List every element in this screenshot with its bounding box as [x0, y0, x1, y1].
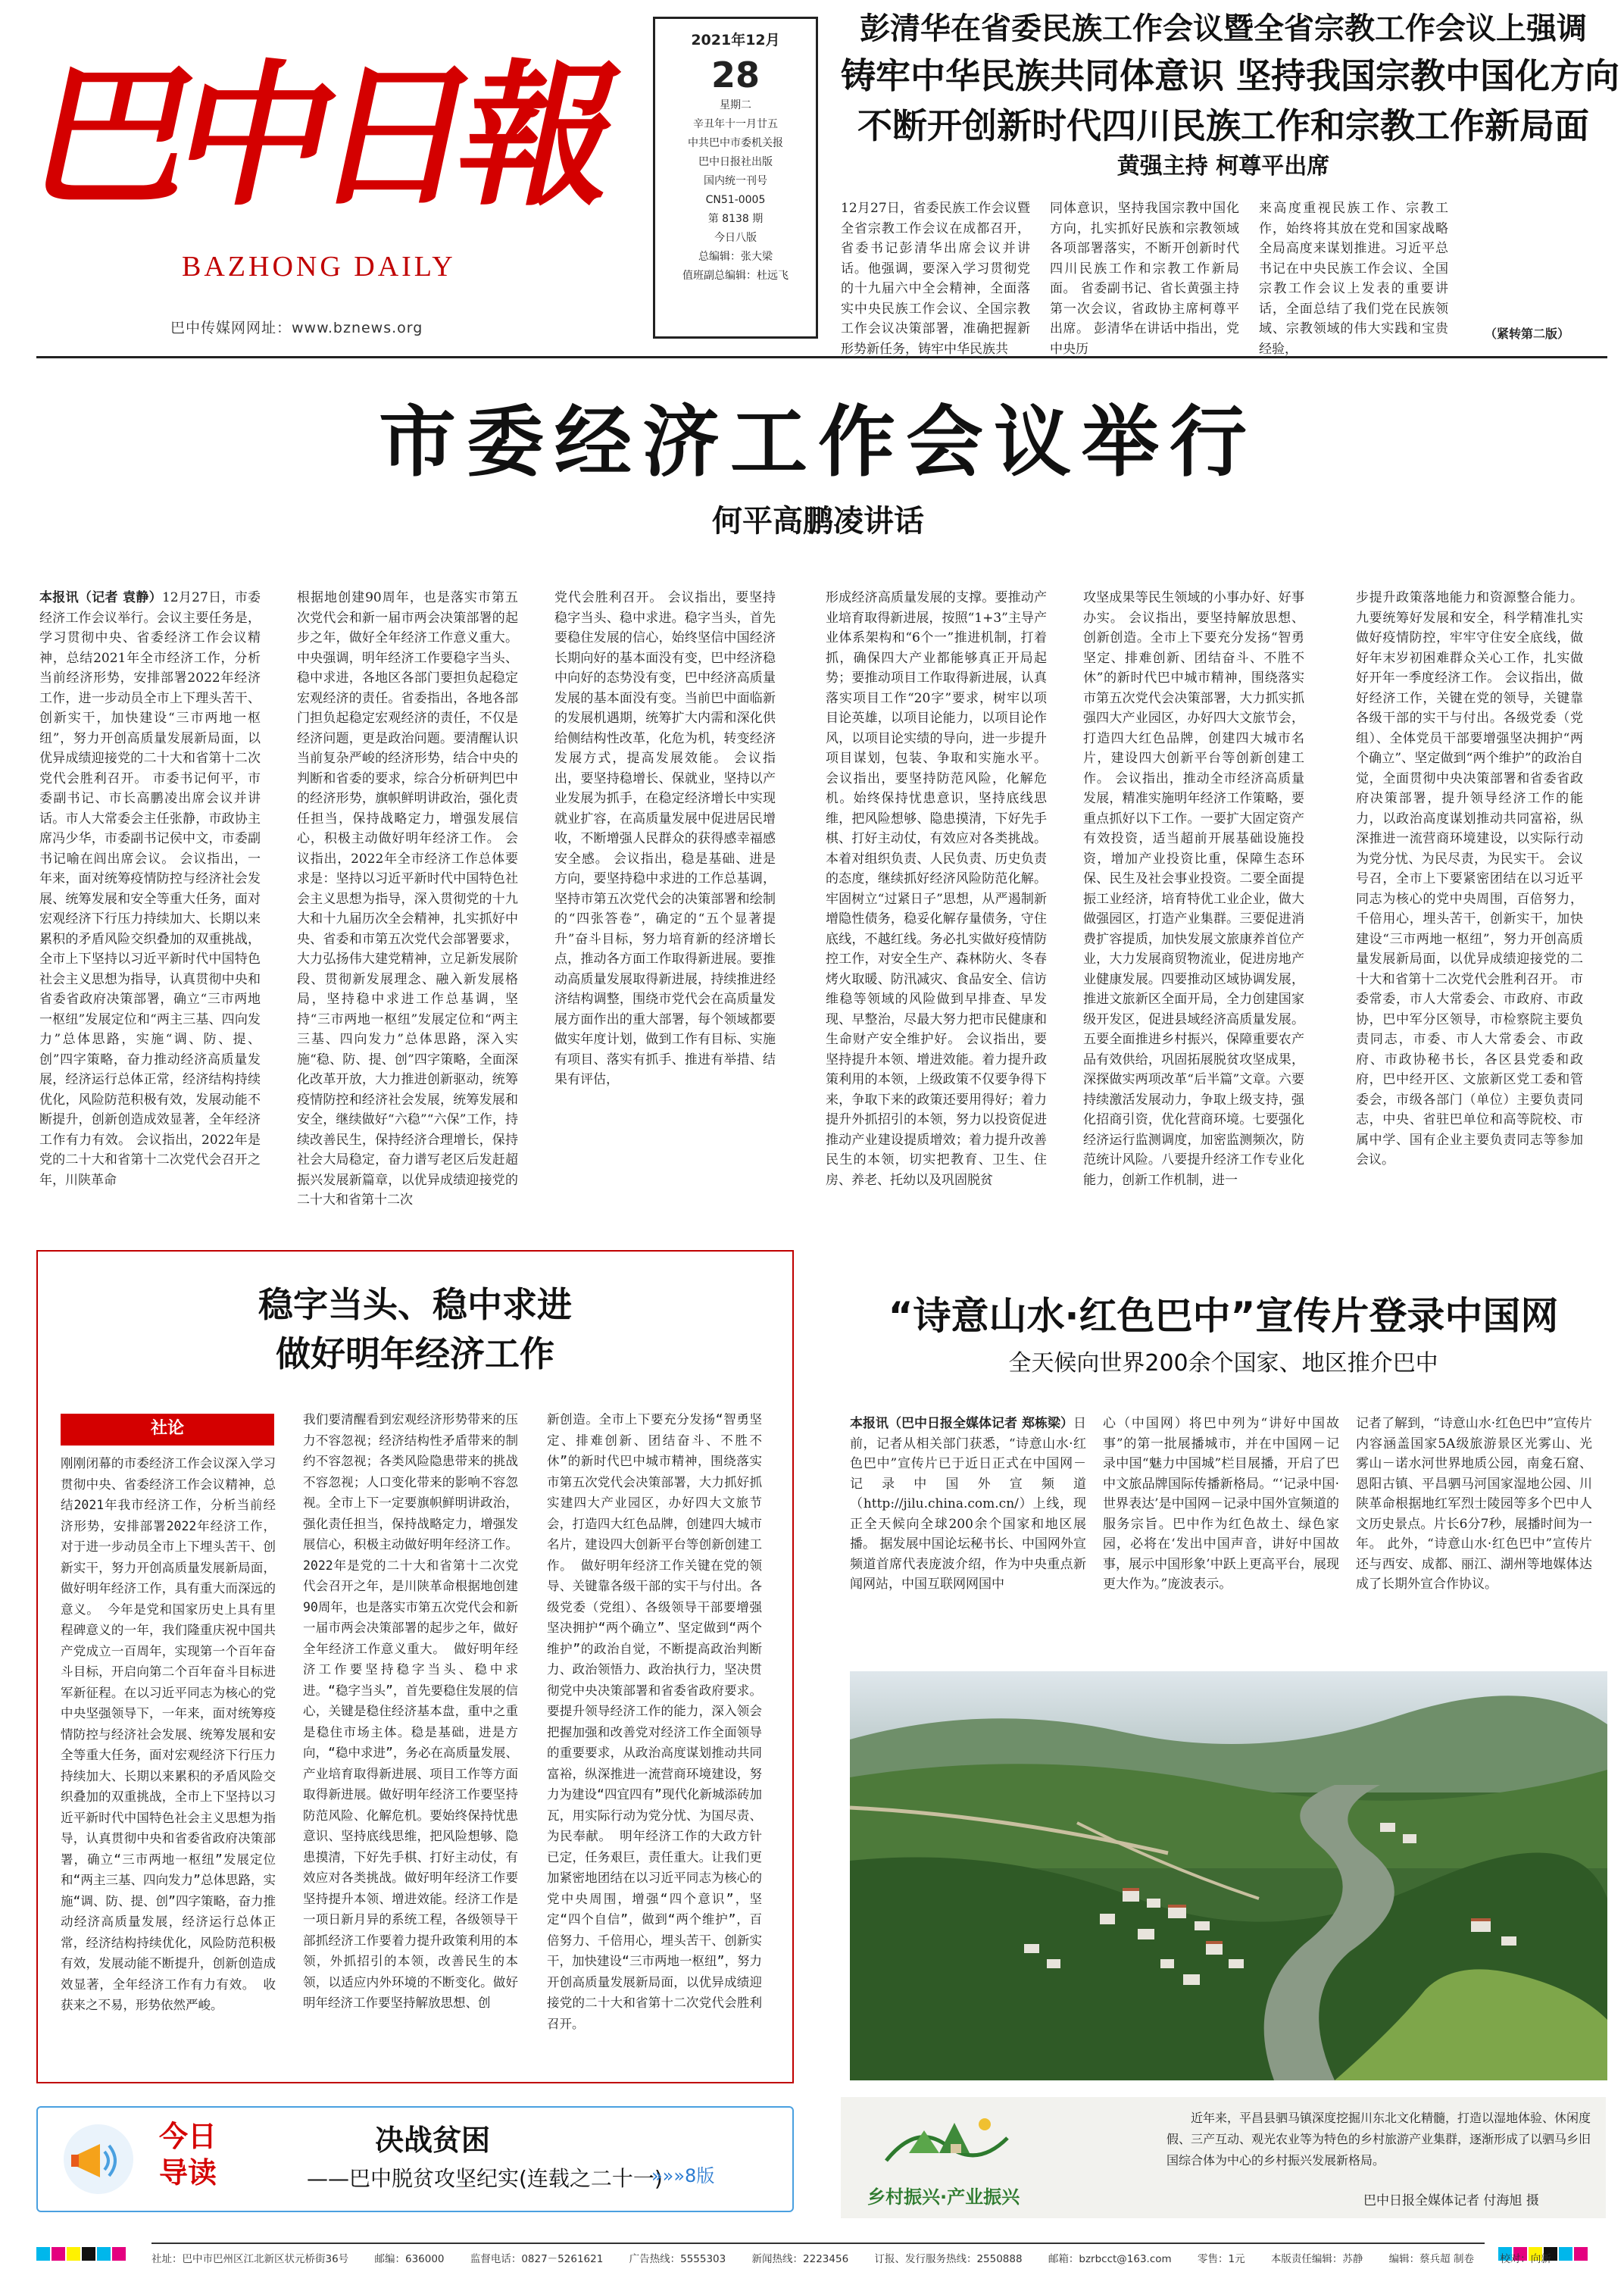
masthead-website: 巴中传媒网网址：www.bznews.org — [170, 320, 423, 336]
editorial-column-2: 我们要清醒看到宏观经济形势带来的压力不容忽视；经济结构性矛盾带来的制约不容忽视；各类风险隐患带来的挑战不容忽视；人口变化带来的影响不容忽视。全市上下一定要旗帜鲜明讲政治，强化责任担当，保持战略定力，增强发展信心，积极主动做好明年经济工作。 2022年是党的二十大和省第十二次党代会召开之年，是川陕革命根据地创建90周年，也是落实市第五次党代会和新一届市两会决策部署的起步之年，做好全年经济工作意义重大。 做好明年经济工作要坚持稳字当头、稳中求进。“稳字当头”，首先要稳住发展的信心，关键是稳住经济基本盘，重中之重是稳住市场主体。稳是基础，进是方向，“稳中求进”，务必在高质量发展、产业培育取得新进展、项目工作等方面取得新进展。做好明年经济工作要坚持防范风险、化解危机。要始终保持忧患意识、坚持底线思维，把风险想够、隐患摸清，下好先手棋、打好主动仗，有效应对各类挑战。做好明年经济工作要坚持提升本领、增进效能。经济工作是一项日新月异的系统工程，各级领导干部抓经济工作要着力提升政策利用的本领，外抓招引的本领，改善民生的本领，以适应内外环境的不断变化。做好明年经济工作要坚持解放思想、创 — [303, 1412, 518, 2010]
main-column-1 — [39, 588, 261, 1209]
footer-postcode: 邮编：636000 — [374, 2253, 445, 2265]
footer-ad-phone: 广告热线：5555303 — [629, 2253, 726, 2265]
feature-column-3: 记者了解到，“诗意山水·红色巴中”宣传片内容涵盖国家5A级旅游景区光雾山、光雾山－诺水河世界地质公园，南龛石窟、恩阳古镇、平昌驷马河国家湿地公园、川陕革命根据地红军烈士陵园等多个巴中人文历史景点。片长6分7秒，展播时间为一年。 此外，“诗意山水·红色巴中”宣传片还与西安、成都、丽江、湖州等地媒体达成了长期外宣合作协议。 — [1356, 1416, 1592, 1592]
lead-column-1: 12月27日，省委民族工作会议暨全省宗教工作会议在成都召开，省委书记彭清华出席会议并讲话。他强调，要深入学习贯彻党的十九届六中全会精神，全面落实中央民族工作会议、全国宗教工作会议决策部署，准确把握新形势新任务，铸牢中华民族共 — [841, 201, 1030, 357]
aerial-village-photo-art — [850, 1671, 1607, 2080]
issue-lunar-date: 辛丑年十一月廿五 — [693, 118, 778, 130]
feature-column-2: 心（中国网）将巴中列为“讲好中国故事”的第一批展播城市，并在中国网－记录中国“魅力中国城”栏目展播，开启了巴中文旅品牌国际传播新格局。“‘记录中国·世界表达’是中国网－记录中国外宣频道的服务宗旨。巴中作为红色故土、绿色家园，必将在‘发出中国声音，讲好中国故事，展示中国形象’中跃上更高平台，展现更大作为。”庞波表示。 — [1103, 1416, 1339, 1592]
photo-credit: 巴中日报全媒体记者 付海旭 摄 — [1363, 2193, 1539, 2208]
main-column-3: 党代会胜利召开。 会议指出，要坚持稳字当头、稳中求进。稳字当头，首先要稳住发展的信心，始终坚信中国经济长期向好的基本面没有变，巴中经济稳中向好的态势没有变，巴中经济高质量发展的基本面没有变。当前巴中面临新的发展机遇期，统筹扩大内需和深化供给侧结构性改革，化危为机，转变经济发展方式，提高发展效能。 会议指出，要坚持稳增长、保就业，坚持以产业发展为抓手，在稳定经济增长中实现就业扩容，在高质量发展中促进居民增收，不断增强人民群众的获得感幸福感安全感。 会议指出，稳是基础、进是方向，要坚持稳中求进的工作总基调，坚持市第五次党代会的决策部署和绘制的“四张答卷”，确定的“五个显著提升”奋斗目标，努力培育新的经济增长点，推动各方面工作取得新进展。要推动高质量发展取得新进展，持续推进经济结构调整，围绕市党代会在高质量发展方面作出的重大部署，每个领域都要做实年度计划，做到工作有目标、实施有项目、落实有抓手、推进有举措、结果有评估， — [554, 590, 776, 1087]
main-column-4: 形成经济高质量发展的支撑。要推动产业培育取得新进展，按照“1+3”主导产业体系架构和“6个一”推进机制，打着抓，确保四大产业都能够真正开局起势；要推动项目工作取得新进展，认真落实项目工作“20字”要求，树牢以项目论英雄，以项目论能力，以项目论作风，以项目论实绩的导向，进一步提升项目谋划，包装、争取和实施水平。 会议指出，要坚持防范风险，化解危机。始终保持忧患意识，坚持底线思维，把风险想够、隐患摸清，下好先手棋、打好主动仗，有效应对各类挑战。本着对组织负责、人民负责、历史负责的态度，继续抓好经济风险防范化解。牢固树立“过紧日子”思想，从严遏制新增隐性债务，稳妥化解存量债务，守住底线，不越红线。务必扎实做好疫情防控工作，对安全生产、森林防火、冬春烤火取暖、防汛减灾、食品安全、信访维稳等领域的风险做到早排查、早发现、早整治，尽最大努力把市民健康和生命财产安全维护好。 会议指出，要坚持提升本领、增进效能。着力提升政策利用的本领，上级政策不仅要争得下来，争取下来的政策还要用得好；着力提升外抓招引的本领，努力以投资促进推动产业建设提质增效；着力提升改善民生的本领，切实把教育、卫生、住房、养老、托幼以及巩固脱贫 — [826, 590, 1047, 1188]
megaphone-icon — [61, 2121, 136, 2197]
lead-continued-note: （紧转第二版） — [1485, 327, 1570, 341]
feature-column-1 — [850, 1414, 1086, 1641]
masthead-english-name: BAZHONG DAILY — [182, 251, 456, 283]
footer-address: 社址：巴中市巴州区江北新区状元桥街36号 — [151, 2253, 349, 2265]
lead-byline: 黄强主持 柯尊平出席 — [1116, 153, 1330, 180]
main-column-5: 攻坚成果等民生领域的小事办好、好事办实。 会议指出，要坚持解放思想、创新创造。全市上下要充分发扬“智勇坚定、排难创新、团结奋斗、不胜不休”的新时代巴中城市精神，围绕落实市第五次党代会决策部署，大力抓实抓强四大产业园区，办好四大文旅节会，打造四大红色品牌，创建四大城市名片，建设四大创新平台等创新创建工作。 会议指出，推动全市经济高质量发展，精准实施明年经济工作策略，要重点抓好以下工作。一要扩大固定资产有效投资，适当超前开展基础设施投资，增加产业投资比重，保障生态环保、民生及社会事业投资。二要全面提振工业经济，培育特优工业企业，做大做强园区，打造产业集群。三要促进消费扩容提质，加快发展文旅康养首位产业，大力发展商贸物流业，促进房地产业健康发展。四要推动区域协调发展，推进文旅新区全面开局，全力创建国家级开发区，促进县域经济高质量发展。五要全面推进乡村振兴，保障重要农产品有效供给，巩固拓展脱贫攻坚成果，深探做实两项改革“后半篇”文章。六要持续激活发展动力，争取上级支持，强化招商引资，优化营商环境。七要强化经济运行监测调度，加密监测频次，防范统计风险。八要提升经济工作专业化能力，创新工作机制，进一 — [1083, 590, 1304, 1188]
main-column-6: 步提升政策落地能力和资源整合能力。九要统筹好发展和安全，科学精准扎实做好疫情防控，牢牢守住安全底线，做好年末岁初困难群众关心工作，扎实做好开年一季度经济工作。 会议指出，做好经济工作，关键在党的领导，关键靠各级干部的实干与付出。各级党委（党组）、全体党员干部要增强坚决拥护“两个确立”、坚定做到“两个维护”的政治自觉，全面贯彻中央决策部署和省委省政府决策部署，提升领导经济工作的能力，以政治高度谋划推动共同富裕，纵深推进一流营商环境建设，以实际行动为党分忧、为民尽责，为民实干。 会议号召，全市上下要紧密团结在以习近平同志为核心的党中央周围，百倍努力，千倍用心，埋头苦干，创新实干，加快建设“三市两地一枢纽”，努力开创高质量发展新局面，以优异成绩迎接党的二十大和省第十二次党代会胜利召开。 市委常委，市人大常委会、市政府、市政协，巴中军分区领导，市检察院主要负责同志，市委、市人大常委会、市政府、市政协秘书长，各区县党委和政府，巴中经开区、文旅新区党工委和管委会，市级各部门（单位）主要负责同志，中央、省驻巴单位和高等院校、市属中学、国有企业主要负责同志等参加会议。 — [1356, 590, 1583, 1167]
feature-headline: “诗意山水·红色巴中”宣传片登录中国网 — [888, 1294, 1559, 1338]
issue-publisher: 巴中日报社出版 — [698, 156, 773, 168]
color-bar-left — [36, 2247, 126, 2261]
main-subheadline: 何平高鹏凌讲话 — [712, 504, 924, 539]
issue-sponsor: 中共巴中市委机关报 — [688, 137, 783, 149]
issue-weekday: 星期二 — [720, 99, 751, 111]
issue-editor: 总编辑：张大梁 — [698, 251, 773, 263]
main-column-1-text: 12月27日，市委经济工作会议举行。会议主要任务是，学习贯彻中央、省委经济工作会议精神，总结2021年全市经济工作，分析当前经济形势，安排部署2022年经济工作，进一步动员全市上下理头苦干、创新实干，加快建设“三市两地一枢纽”，努力开创高质量发展新局面，以优异成绩迎接党的二十大和省第十二次党代会胜利召开。 市委书记何平，市委副书记、市长高鹏凌出席会议并讲话。市人大常委会主任张静，市政协主席冯少华，市委副书记侯中文，市委副书记喻在闾出席会议。 会议指出，一年来，面对统筹疫情防控与经济社会发展、统筹发展和安全等重大任务，面对宏观经济下行压力持续加大、长期以来累积的矛盾风险交织叠加的双重挑战，全市上下坚持以习近平新时代中国特色社会主义思想为指导，认真贯彻中央和省委省政府决策部署，确立“三市两地一枢纽”发展定位和“两主三基、四向发力”总体思路，实施“调、防、提、创”四字策略，奋力推动经济高质量发展，经济运行总体正常，经济结构持续优化，风险防范积极有效，发展动能不断提升，创新创造成效显著，全年经济工作有力有效。 会议指出，2022年是党的二十大和省第十二次党代会召开之年，川陕革命 — [39, 590, 261, 1188]
promo-label-line2: 导读 — [158, 2156, 217, 2189]
promo-subtitle[interactable]: ——巴中脱贫攻坚纪实(连载之二十一) — [307, 2166, 663, 2191]
promo-label-line1: 今日 — [158, 2120, 217, 2153]
lead-column-3: 来高度重视民族工作、宗教工作，始终将其放在党和国家战略全局高度来谋划推进。习近平总书记在中央民族工作会议、全国宗教工作会议上发表的重要讲话，全面总结了我们党在民族领域、宗教领域的伟大实践和宝贵经验， — [1259, 201, 1448, 357]
footer-news-hotline: 新闻热线：2223456 — [751, 2253, 849, 2265]
footer-layout: 编辑：蔡兵超 制卷 — [1388, 2253, 1474, 2265]
footer-email: 邮箱：bzrbcct@163.com — [1048, 2253, 1172, 2265]
footer-proof: 校对：向新 — [1500, 2253, 1551, 2265]
promo-page-link[interactable]: »»»8版 — [651, 2165, 715, 2186]
lead-kicker: 彭清华在省委民族工作会议暨全省宗教工作会议上强调 — [860, 11, 1587, 46]
issue-page-count: 今日八版 — [714, 232, 757, 244]
feature-column-1-text: 日前，记者从相关部门获悉，“诗意山水·红色巴中”宣传片已于近日正式在中国网－记录中国外宣频道（http://jilu.china.com.cn/）上线，现正全天候向全球200余个国家和地区展播。 据发展中国论坛秘书长、中国网外宣频道首席代表庞波介绍，作为中央重点新闻网站，中国互联网网国中 — [850, 1416, 1086, 1592]
footer-subscribe: 订报、发行服务热线：2550888 — [874, 2253, 1023, 2265]
masthead-logo-text: 巴中日報 — [18, 45, 624, 227]
editorial-tag-underline — [61, 1444, 274, 1446]
issue-day: 28 — [710, 55, 760, 95]
footer-price: 零售：1元 — [1197, 2253, 1245, 2265]
aerial-village-photo — [850, 1671, 1607, 2080]
main-byline: 本报讯（记者 袁静） — [39, 590, 162, 605]
issue-month: 2021年12月 — [691, 32, 780, 48]
editorial-column-3: 新创造。全市上下要充分发扬“智勇坚定、排难创新、团结奋斗、不胜不休”的新时代巴中城市精神，围绕落实市第五次党代会决策部署，大力抓好抓实建四大产业园区，办好四大文旅节会，打造四大红色品牌，创建四大城市名片，建设四大创新平台等创新创建工作。 做好明年经济工作关键在党的领导、关键靠各级干部的实干与付出。各级党委（党组）、各级领导干部要增强坚决拥护“两个确立”、坚定做到“两个维护”的政治自觉，不断提高政治判断力、政治领悟力、政治执行力，坚决贯彻党中央决策部署和省委省政府要求。要提升领导经济工作的能力，深入领会把握加强和改善党对经济工作全面领导的重要要求，从政治高度谋划推动共同富裕，纵深推进一流营商环境建设，努力为建设“四宜四有”现代化新城添砖加瓦，用实际行动为党分忧、为国尽责、为民奉献。 明年经济工作的大政方针已定，任务艰巨，责任重大。让我们更加紧密地团结在以习近平同志为核心的党中央周围，增强“四个意识”，坚定“四个自信”，做到“两个维护”，百倍努力、千倍用心，埋头苦干、创新实干，加快建设“三市两地一枢纽”，努力开创高质量发展新局面，以优异成绩迎接党的二十大和省第十二次党代会胜利召开。 — [547, 1412, 762, 2031]
feature-byline: 本报讯（巴中日报全媒体记者 郑栋梁） — [850, 1416, 1073, 1431]
page-footer — [151, 2243, 1551, 2273]
issue-info-box — [653, 17, 818, 339]
masthead-logo — [18, 34, 629, 258]
issue-number: 第 8138 期 — [707, 213, 764, 225]
issue-duty-editor: 值班副总编辑：杜远飞 — [682, 270, 789, 282]
main-headline: 市委经济工作会议举行 — [379, 398, 1257, 488]
masthead-divider — [36, 356, 1607, 358]
main-column-2: 根据地创建90周年，也是落实市第五次党代会和新一届市两会决策部署的起步之年，做好全年经济工作意义重大。中央强调，明年经济工作要稳字当头、稳中求进，各地区各部门要担负起稳定宏观经济的责任。省委指出，各地各部门担负起稳定宏观经济的责任，不仅是经济问题，更是政治问题。要清醒认识当前复杂严峻的经济形势，结合中央的判断和省委的要求，综合分析研判巴中的经济形势，旗帜鲜明讲政治，强化责任担当，保持战略定力，增强发展信心，积极主动做好明年经济工作。 会议指出，2022年全市经济工作总体要求是：坚持以习近平新时代中国特色社会主义思想为指导，深入贯彻党的十九大和十九届历次全会精神，扎实抓好中央、省委和市第五次党代会部署要求，大力弘扬伟大建党精神，立足新发展阶段、贯彻新发展理念、融入新发展格局，坚持稳中求进工作总基调，坚持“三市两地一枢纽”发展定位和“两主三基、四向发力”总体思路，深入实施“稳、防、提、创”四字策略，全面深化改革开放，大力推进创新驱动，统筹疫情防控和经济社会发展，统筹发展和安全，继续做好“六稳”“六保”工作，持续改善民生，保持经济合理增长，保持社会大局稳定，奋力谱写老区后发赶超振兴发展新篇章，以优异成绩迎接党的二十大和省第十二次 — [297, 590, 518, 1208]
rural-revitalization-logo-icon — [879, 2108, 1015, 2168]
promo-label — [142, 2118, 233, 2191]
issue-domestic-code: 国内统一刊号 — [704, 175, 767, 187]
photo-caption: 近年来，平昌县驷马镇深度挖掘川东北文化精髓，打造以湿地体验、休闲度假、三产互动、观光农业等为特色的乡村旅游产业集群，逐渐形成了以驷马乡旧国综合体为中心的乡村振兴发展新格局。 — [1166, 2111, 1591, 2168]
editorial-headline-line2: 做好明年经济工作 — [276, 1333, 554, 1374]
feature-subheadline: 全天候向世界200余个国家、地区推介巴中 — [1008, 1350, 1438, 1377]
footer-hotline: 监督电话：0827－5261621 — [470, 2253, 604, 2265]
issue-cn-number: CN51-0005 — [705, 194, 766, 206]
lead-headline-line2: 不断开创新时代四川民族工作和宗教工作新局面 — [857, 105, 1589, 146]
footer-editor: 本版责任编辑：苏静 — [1270, 2253, 1363, 2265]
promo-title[interactable]: 决战贫困 — [375, 2124, 491, 2157]
editorial-column-1: 刚刚闭幕的市委经济工作会议深入学习贯彻中央、省委经济工作会议精神，总结2021年我市经济工作，分析当前经济形势，安排部署2022年经济工作，对于进一步动员全市上下埋头苦干、创新实干，努力开创高质量发展新局面，做好明年经济工作，具有重大而深远的意义。 今年是党和国家历史上具有里程碑意义的一年，我们隆重庆祝中国共产党成立一百周年，实现第一个百年奋斗目标，开启向第二个百年奋斗目标进军新征程。在以习近平同志为核心的党中央坚强领导下，一年来，面对统筹疫情防控与经济社会发展、统筹发展和安全等重大任务，面对宏观经济下行压力持续加大、长期以来累积的矛盾风险交织叠加的双重挑战，全市上下坚持以习近平新时代中国特色社会主义思想为指导，认真贯彻中央和省委省政府决策部署，确立“三市两地一枢纽”发展定位和“两主三基、四向发力”总体思路，实施“调、防、提、创”四字策略，奋力推动经济高质量发展，经济运行总体正常，经济结构持续优化，风险防范积极有效，发展动能不断提升，创新创造成效显著，全年经济工作有力有效。 收获来之不易，形势依然严峻。 — [61, 1456, 276, 2012]
editorial-tag: 社论 — [61, 1414, 274, 1444]
rural-revitalization-label: 乡村振兴·产业振兴 — [867, 2186, 1020, 2208]
lead-headline-line1: 铸牢中华民族共同体意识 坚持我国宗教中国化方向 — [841, 55, 1620, 96]
editorial-headline-line1: 稳字当头、稳中求进 — [258, 1284, 572, 1325]
lead-column-2: 同体意识，坚持我国宗教中国化方向，扎实抓好民族和宗教领域各项部署落实，不断开创新时代四川民族工作和宗教工作新局面。 省委副书记、省长黄强主持第一次会议，省政协主席柯尊平出席。 彭清华在讲话中指出，党中央历 — [1050, 201, 1239, 357]
